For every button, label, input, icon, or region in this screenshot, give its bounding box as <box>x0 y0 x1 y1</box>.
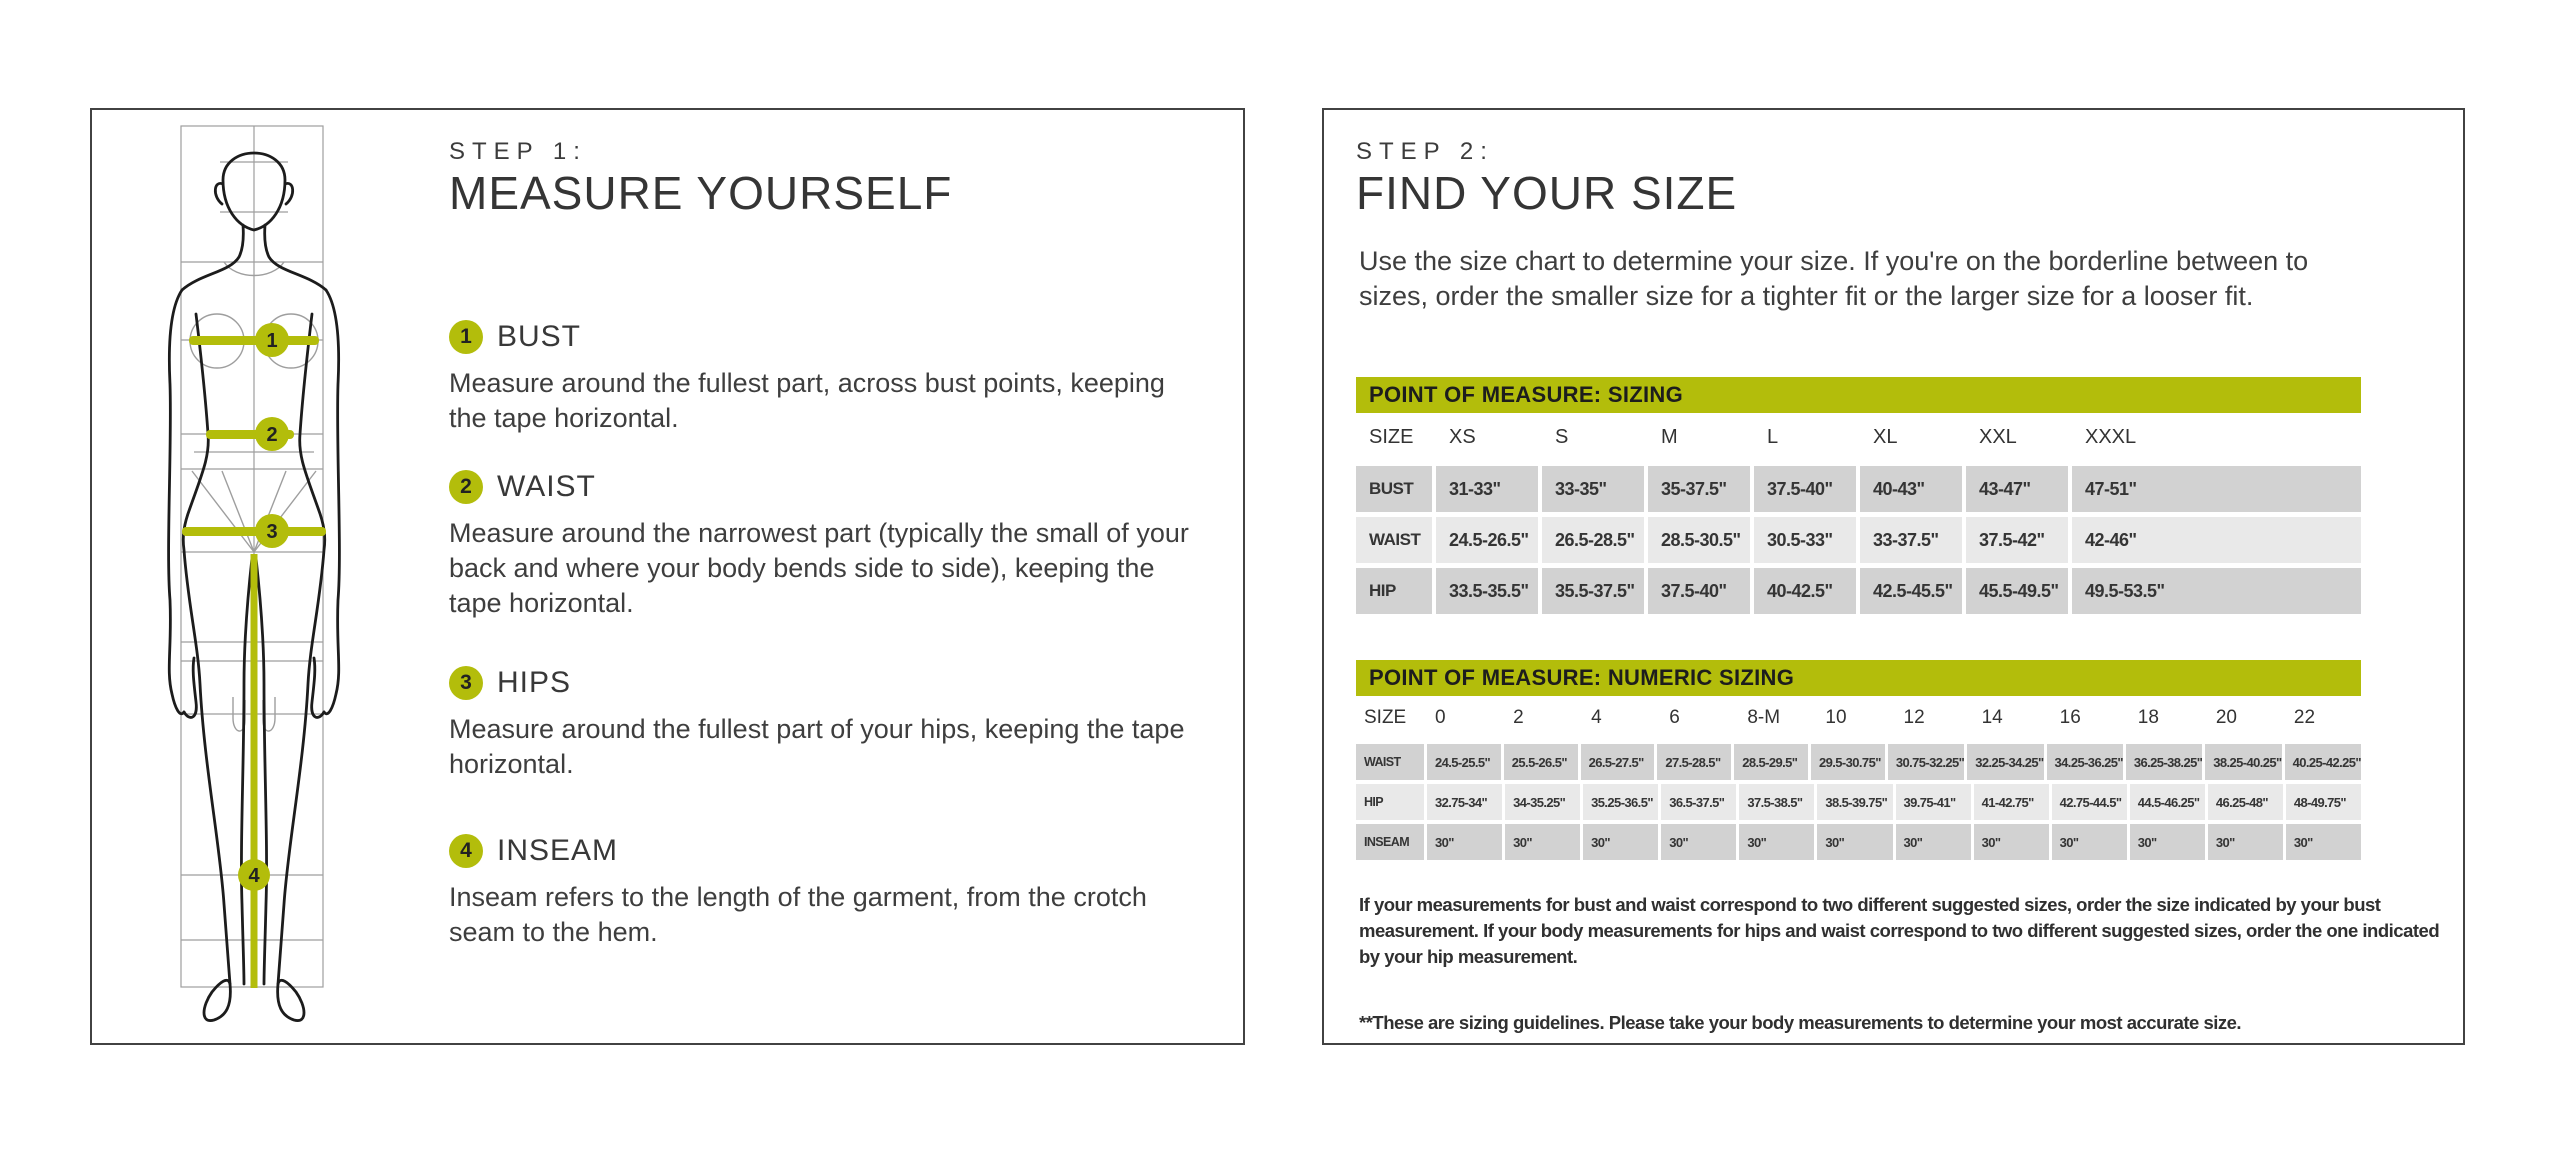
table-cell: 30" <box>1661 824 1736 860</box>
table-cell: 38.5-39.75" <box>1817 784 1892 820</box>
table-cell: 33-35" <box>1542 466 1644 512</box>
table-cell: 45.5-49.5" <box>1966 568 2068 614</box>
table-cell: 28.5-29.5" <box>1734 744 1808 780</box>
table-cell: 30" <box>2130 824 2205 860</box>
column-header: 2 <box>1513 707 1524 728</box>
numeric-table-title: POINT OF MEASURE: NUMERIC SIZING <box>1369 665 1795 690</box>
table-cell: 30" <box>1427 824 1502 860</box>
table-cell: 30" <box>1896 824 1971 860</box>
table-cell: 29.5-30.75" <box>1811 744 1885 780</box>
row-label: WAIST <box>1356 517 1432 563</box>
table-cell: 38.25-40.25" <box>2205 744 2281 780</box>
measure-item-inseam <box>449 834 1204 950</box>
table-cell: 46.25-48" <box>2208 784 2283 820</box>
column-header: 14 <box>1981 707 2003 728</box>
table-cell: 47-51" <box>2072 466 2361 512</box>
table-cell: 40-43" <box>1860 466 1962 512</box>
step2-title: FIND YOUR SIZE <box>1356 167 1738 219</box>
inseam-instructions: Inseam refers to the length of the garment, from the crotch seam to the hem. <box>449 882 1147 947</box>
step1-label: STEP 1: <box>449 138 587 165</box>
table-cell: 30" <box>1583 824 1658 860</box>
column-header: SIZE <box>1364 707 1407 728</box>
table-cell: 40-42.5" <box>1754 568 1856 614</box>
column-header: 8-M <box>1747 707 1781 728</box>
table-cell: 42-46" <box>2072 517 2361 563</box>
inseam-label: INSEAM <box>497 834 619 867</box>
body-figure-illustration <box>144 122 364 1027</box>
row-label: WAIST <box>1356 744 1424 780</box>
column-header: XL <box>1873 425 1898 448</box>
inseam-number-badge: 4 <box>449 834 483 868</box>
table-cell: 44.5-46.25" <box>2130 784 2205 820</box>
column-header: 22 <box>2293 707 2316 728</box>
column-header: XXL <box>1979 425 2017 448</box>
measure-item-hips <box>449 666 1204 782</box>
table-cell: 30" <box>2052 824 2127 860</box>
column-header: XS <box>1449 425 1476 448</box>
table-cell: 48-49.75" <box>2286 784 2361 820</box>
table-cell: 41-42.75" <box>1974 784 2049 820</box>
table-cell: 34-35.25" <box>1505 784 1580 820</box>
table-cell: 27.5-28.5" <box>1657 744 1731 780</box>
table-cell: 42.75-44.5" <box>2052 784 2127 820</box>
bust-instructions: Measure around the fullest part, across bust points, keeping the tape horizontal. <box>449 368 1165 433</box>
table-row <box>1356 824 2361 860</box>
column-header-row <box>1356 413 2361 461</box>
guideline-note: **These are sizing guidelines. Please take your body measurements to determine your most accurate size. <box>1359 1012 2242 1033</box>
row-label: HIP <box>1356 784 1424 820</box>
sizing-table <box>1356 413 2361 614</box>
column-header: SIZE <box>1369 425 1414 448</box>
table-cell: 49.5-53.5" <box>2072 568 2361 614</box>
numeric-sizing-table <box>1356 696 2361 860</box>
table-cell: 43-47" <box>1966 466 2068 512</box>
column-header: 4 <box>1591 707 1602 728</box>
table-cell: 42.5-45.5" <box>1860 568 1962 614</box>
table-cell: 32.75-34" <box>1427 784 1502 820</box>
column-header: L <box>1767 425 1779 448</box>
table-cell: 30.75-32.25" <box>1888 744 1964 780</box>
body-measurement-diagram <box>144 122 364 1027</box>
hip-measure-bar <box>182 527 326 536</box>
table-cell: 26.5-28.5" <box>1542 517 1644 563</box>
table-cell: 25.5-26.5" <box>1504 744 1578 780</box>
hips-label: HIPS <box>497 666 572 699</box>
table-cell: 36.5-37.5" <box>1661 784 1736 820</box>
bust-measure-bar <box>189 336 319 345</box>
table-cell: 37.5-38.5" <box>1739 784 1814 820</box>
waist-number-badge: 2 <box>449 470 483 504</box>
marker-4-number: 4 <box>248 865 260 887</box>
sizing-table-title: POINT OF MEASURE: SIZING <box>1369 382 1683 407</box>
table-cell: 30" <box>1739 824 1814 860</box>
table-cell: 30" <box>1974 824 2049 860</box>
row-label: BUST <box>1356 466 1432 512</box>
row-label: HIP <box>1356 568 1432 614</box>
hips-number-badge: 3 <box>449 666 483 700</box>
table-cell: 37.5-42" <box>1966 517 2068 563</box>
table-cell: 35.5-37.5" <box>1542 568 1644 614</box>
step2-label: STEP 2: <box>1356 138 1494 165</box>
table-cell: 30.5-33" <box>1754 517 1856 563</box>
step1-title: MEASURE YOURSELF <box>449 167 953 219</box>
table-cell: 34.25-36.25" <box>2047 744 2123 780</box>
column-header: 12 <box>1903 707 1925 728</box>
table-cell: 24.5-25.5" <box>1427 744 1501 780</box>
column-header: 16 <box>2059 707 2081 728</box>
table-cell: 31-33" <box>1436 466 1538 512</box>
step1-content <box>449 110 1229 1043</box>
sizing-table-header-bar <box>1356 377 2361 413</box>
step2-panel <box>1322 108 2465 1045</box>
table-cell: 30" <box>2286 824 2361 860</box>
column-header: 10 <box>1825 707 1847 728</box>
column-header: 18 <box>2137 707 2159 728</box>
bust-label: BUST <box>497 320 582 353</box>
step1-panel <box>90 108 1245 1045</box>
column-header: M <box>1661 425 1678 448</box>
row-label: INSEAM <box>1356 824 1424 860</box>
table-cell: 30" <box>1505 824 1580 860</box>
table-cell: 37.5-40" <box>1754 466 1856 512</box>
table-cell: 36.25-38.25" <box>2126 744 2202 780</box>
table-row <box>1356 784 2361 820</box>
table-cell: 26.5-27.5" <box>1581 744 1655 780</box>
table-cell: 33.5-35.5" <box>1436 568 1538 614</box>
waist-instructions: Measure around the narrowest part (typically the small of your back and where your body bends side to side), keeping the tape horizontal. <box>449 518 1189 618</box>
step2-content <box>1356 110 2461 1043</box>
table-row <box>1356 744 2361 780</box>
marker-1-number: 1 <box>266 330 278 352</box>
table-cell: 39.75-41" <box>1896 784 1971 820</box>
column-header: S <box>1555 425 1569 448</box>
column-header-row <box>1356 696 2361 740</box>
column-header: XXXL <box>2085 425 2137 448</box>
table-cell: 37.5-40" <box>1648 568 1750 614</box>
table-cell: 28.5-30.5" <box>1648 517 1750 563</box>
measure-item-waist <box>449 470 1204 621</box>
waist-label: WAIST <box>497 470 596 503</box>
numeric-table-header-bar <box>1356 660 2361 696</box>
bust-number-badge: 1 <box>449 320 483 354</box>
table-cell: 32.25-34.25" <box>1967 744 2043 780</box>
table-row <box>1356 466 2361 512</box>
hips-instructions: Measure around the fullest part of your hips, keeping the tape horizontal. <box>449 714 1185 779</box>
marker-2-number: 2 <box>266 424 278 446</box>
column-header: 0 <box>1435 707 1446 728</box>
column-header: 6 <box>1669 707 1680 728</box>
table-cell: 33-37.5" <box>1860 517 1962 563</box>
sizing-footnote: If your measurements for bust and waist correspond to two different suggested sizes, order the size indicated by your bust measurement. If your body measurements for hips and waist correspond to two different suggested sizes, order the one indicated by your hip measurement. <box>1359 894 2440 967</box>
size-chart-intro: Use the size chart to determine your size. If you're on the borderline between to sizes, order the smaller size for a tighter fit or the larger size for a looser fit. <box>1359 246 2309 311</box>
table-row <box>1356 568 2361 614</box>
column-header: 20 <box>2215 707 2237 728</box>
measure-item-bust <box>449 320 1204 436</box>
table-cell: 30" <box>1817 824 1892 860</box>
table-cell: 40.25-42.25" <box>2285 744 2361 780</box>
table-cell: 35.25-36.5" <box>1583 784 1658 820</box>
marker-3-number: 3 <box>266 521 278 543</box>
table-cell: 30" <box>2208 824 2283 860</box>
table-row <box>1356 517 2361 563</box>
table-cell: 24.5-26.5" <box>1436 517 1538 563</box>
table-cell: 35-37.5" <box>1648 466 1750 512</box>
